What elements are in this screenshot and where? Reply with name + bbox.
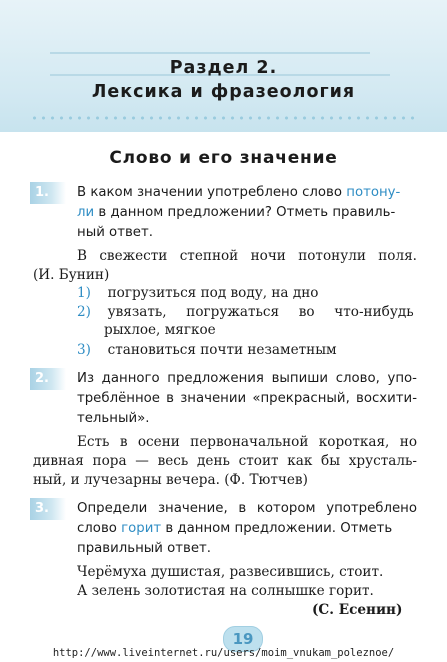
task1-question-line1 xyxy=(77,183,417,203)
task1-q-text: В каком значении употреблено слово xyxy=(77,185,343,200)
watermark-url: http://www.liveinternet.ru/users/moim_vnukam_poleznoe/ xyxy=(52,647,395,659)
task2-quote-line3: ный, и лучезарны вечера. (Ф. Тютчев) xyxy=(33,472,308,488)
task3-question-line2 xyxy=(77,519,417,539)
task-number-badge: 2. xyxy=(30,368,66,390)
task2-quote-line1: Есть в осени первоначальной короткая, но xyxy=(77,434,417,450)
task1-q-text: в данном предложении? Отметь правиль- xyxy=(98,205,396,220)
task2-quote-line2: дивная пора — весь день стоит как бы хрусталь- xyxy=(33,453,417,469)
option-text: увязать, погружаться во что-нибудь xyxy=(107,304,414,320)
task1-option-2-cont: рыхлое, мягкое xyxy=(104,322,216,338)
task3-poem-author: (С. Есенин) xyxy=(312,602,403,618)
task1-option-2[interactable] xyxy=(77,302,417,322)
option-text: становиться почти незаметным xyxy=(107,342,337,358)
task1-question-line2 xyxy=(77,203,417,223)
task1-option-1[interactable] xyxy=(77,283,318,303)
task-number-badge: 3. xyxy=(30,498,66,520)
option-number: 3) xyxy=(77,342,91,358)
header-ghost-line xyxy=(50,52,370,54)
task2-question-line2: треблённое в значении «прекрасный, восхити- xyxy=(77,391,417,406)
task1-highlighted-word: потону- xyxy=(346,185,401,200)
task-number-badge: 1. xyxy=(30,182,66,204)
task1-quote-author: (И. Бунин) xyxy=(33,267,110,283)
page-number: 19 xyxy=(223,626,263,652)
task3-question-line3: правильный ответ. xyxy=(77,541,212,556)
task3-highlighted-word: горит xyxy=(121,521,162,536)
section-subtitle: Лексика и фразеология xyxy=(91,82,356,102)
task3-q-text: в данном предложении. Отметь xyxy=(165,521,393,536)
task3-poem-line1: Черёмуха душистая, развесившись, стоит. xyxy=(77,564,384,580)
task1-option-3[interactable] xyxy=(77,340,337,360)
topic-title: Слово и его значение xyxy=(109,148,338,168)
option-text: погрузиться под воду, на дно xyxy=(107,285,319,301)
section-title: Раздел 2. xyxy=(169,58,278,78)
task2-question-line1: Из данного предложения выпиши слово, упо- xyxy=(77,371,417,386)
option-number: 1) xyxy=(77,285,91,301)
task3-question-line1: Определи значение, в котором употреблено xyxy=(77,501,417,516)
task1-question-line3: ный ответ. xyxy=(77,225,153,240)
header-dot-ornament xyxy=(30,116,420,120)
option-number: 2) xyxy=(77,304,91,320)
task3-q-text: слово xyxy=(77,521,117,536)
task1-highlighted-word-end: ли xyxy=(77,205,95,220)
task3-poem-line2: А зелень золотистая на солнышке горит. xyxy=(77,583,374,599)
task1-quote-line1: В свежести степной ночи потонули поля. xyxy=(77,248,417,264)
task2-question-line3: тельный». xyxy=(77,411,150,426)
